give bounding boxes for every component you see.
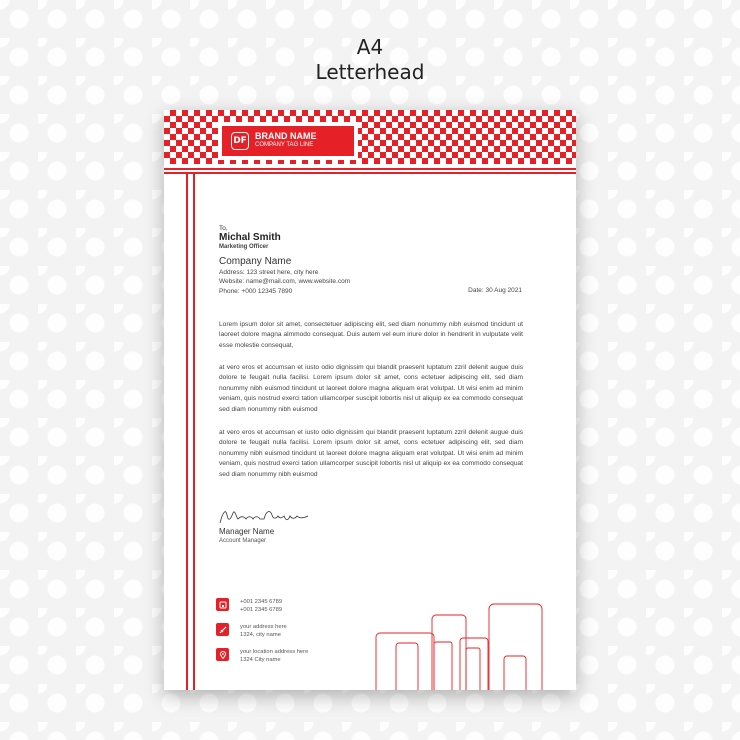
company-name: Company Name: [219, 256, 292, 267]
contact-address-line-1: your address here: [240, 624, 287, 630]
location-pin-icon: [216, 648, 229, 661]
header-rule-top: [164, 168, 576, 170]
letterhead-sheet: [164, 110, 576, 690]
recipient-name: Michal Smith: [219, 232, 281, 243]
left-rule-1: [186, 174, 188, 690]
body-paragraph-3: at vero eros et accumsan et iusto odio dignissim qui blandit praesent luptatum zzril delenit augue duis dolore te feugait nulla facilisi. Lorem ipsum dolor sit amet, cons ectetuer adipiscing elit, sed diam nonummy nibh euismod tincidunt ut laoreet dolore magna aliquam erat volutpat. Ut wisi enim ad minim veniam, quis nostrud exerci tation ullamcorper suscipit lobortis nisl ut aliquip ex ea commodo consequat sed diam nonummy nibh euismod: [219, 429, 523, 478]
phone-icon: [216, 598, 229, 611]
contact-phone-line-1: +001 2345 6789: [240, 599, 283, 605]
manager-name: Manager Name: [219, 527, 275, 536]
body-paragraph-2: at vero eros et accumsan et iusto odio dignissim qui blandit praesent luptatum zzril delenit augue duis dolore te feugait nulla facilisi. Lorem ipsum dolor sit amet, cons ectetuer adipiscing elit, sed diam nonummy nibh euismod tincidunt ut laoreet dolore magna aliquam erat volutpat. Ut wisi enim ad minim veniam, quis nostrud exerci tation ullamcorper suscipit lobortis nisl ut aliquip ex ea commodo consequat sed diam nonummy nibh euismod: [219, 364, 523, 413]
signature-scribble: [218, 507, 318, 527]
contact-address: [216, 623, 287, 639]
contact-location-line-1: your location address here: [240, 649, 309, 655]
recipient-title: Marketing Officer: [219, 244, 269, 250]
contact-location: [216, 648, 308, 664]
email-icon: [216, 623, 229, 636]
brand-tagline: COMPANY TAG LINE: [255, 142, 314, 148]
title-a4: A4: [356, 35, 384, 59]
company-website: Website: name@mail.com, www.website.com: [219, 278, 351, 285]
manager-title: Account Manager: [219, 538, 267, 544]
contact-location-line-2: 1324 City name: [240, 657, 281, 663]
body-paragraph-1: Lorem ipsum dolor sit amet, consectetuer adipiscing elit, sed diam nonummy nibh euismod tincidunt ut laoreet dolore magna almmodo consequat. Duis autem vel eum iriure dolor in hendrerit in vulputate velit esse molestie consequat,: [219, 321, 523, 349]
contact-phone-line-2: +001 2345 6789: [240, 607, 283, 613]
brand-monogram: DF: [231, 132, 249, 150]
header-rule-bottom: [164, 172, 576, 174]
company-phone: Phone: +000 12345 7890: [219, 288, 293, 295]
contact-phone: [216, 598, 282, 614]
title-letterhead: Letterhead: [315, 60, 425, 84]
company-address: Address: 123 street here, city here: [219, 269, 319, 276]
brand-logo-box: [222, 126, 354, 156]
recipient-to: To,: [219, 225, 228, 232]
left-rule-2: [193, 174, 195, 690]
building-outline-graphic: [374, 600, 574, 690]
brand-name: BRAND NAME: [255, 131, 317, 141]
letter-date: Date: 30 Aug 2021: [468, 287, 522, 294]
contact-address-line-2: 1324, city name: [240, 632, 281, 638]
